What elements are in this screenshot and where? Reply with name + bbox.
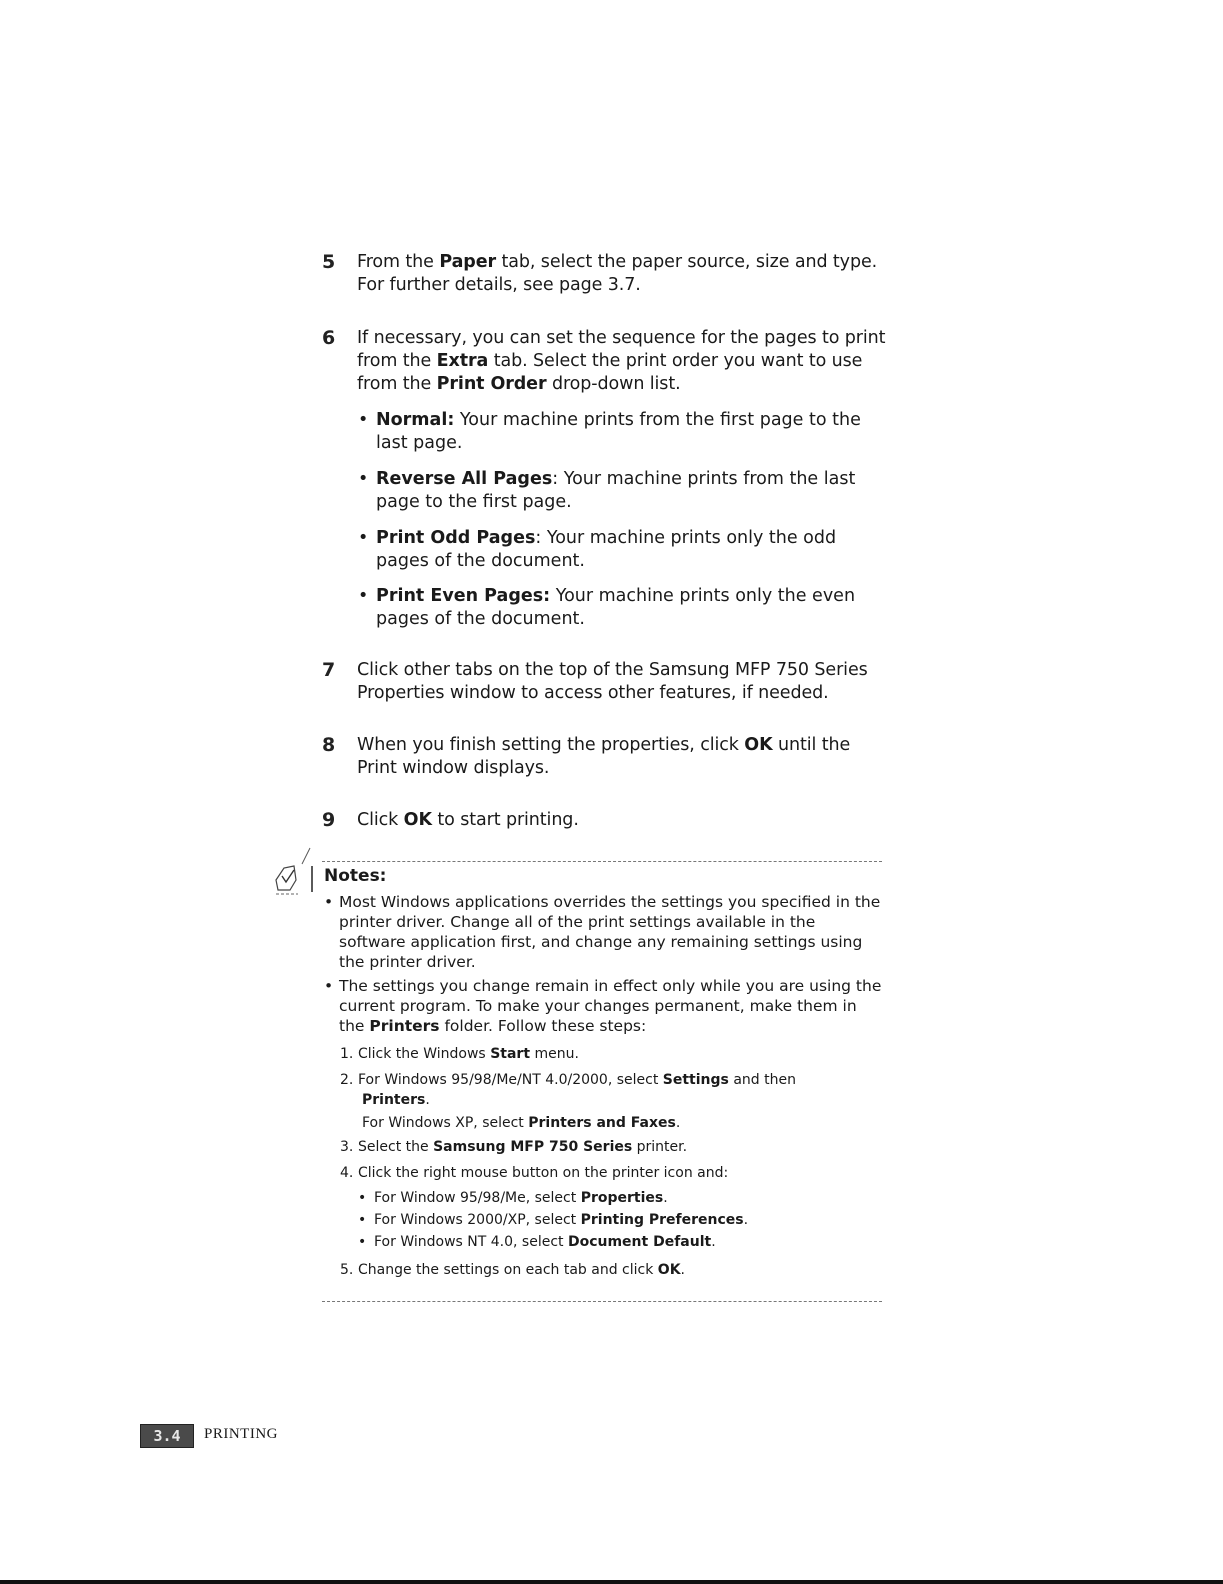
list-item: • Normal: Your machine prints from the first page to the last page. — [358, 410, 861, 453]
step-8 — [322, 734, 892, 780]
section-name: PRINTING — [204, 1426, 278, 1442]
step-text: From the Paper tab, select the paper source, size and type. For further details, see page 3.7. — [357, 252, 878, 295]
step-text: If necessary, you can set the sequence for the pages to print from the Extra tab. Select the print order you want to use from the Print Order drop-down list. — [357, 328, 886, 394]
note-step-5: 5. Change the settings on each tab and click OK. — [340, 1262, 685, 1278]
notes-bottom-rule — [322, 1301, 882, 1302]
scan-edge — [0, 1580, 1223, 1584]
page-number: 3.4 — [140, 1424, 194, 1448]
step-number: 9 — [322, 809, 336, 831]
step-text: Click other tabs on the top of the Samsung MFP 750 Series Properties window to access other features, if needed. — [357, 660, 868, 703]
step-text: Click OK to start printing. — [357, 810, 579, 830]
step-5 — [322, 251, 892, 297]
step-number: 7 — [322, 659, 336, 681]
note-sub-bullet: • For Windows NT 4.0, select Document Default. — [358, 1234, 716, 1250]
note-sub-bullet: • For Window 95/98/Me, select Properties. — [358, 1190, 668, 1206]
extra-tab-label: Extra — [436, 351, 489, 371]
step-text: When you finish setting the properties, click OK until the Print window displays. — [357, 735, 851, 778]
step-7 — [322, 659, 892, 705]
print-order-label: Print Order — [436, 374, 547, 394]
note-step-3: 3. Select the Samsung MFP 750 Series printer. — [340, 1139, 688, 1155]
notes-top-rule — [322, 861, 882, 862]
step-6 — [322, 327, 892, 396]
note-checklist-icon — [272, 846, 318, 898]
note-step-4: 4. Click the right mouse button on the printer icon and: — [340, 1165, 729, 1181]
step-number: 8 — [322, 734, 336, 756]
step-number: 6 — [322, 327, 336, 349]
note-bullet: • The settings you change remain in effect only while you are using the current program. To make your changes permanent, make them in the Printers folder. Follow these steps: — [324, 977, 882, 1035]
step-number: 5 — [322, 251, 336, 273]
step-9 — [322, 809, 892, 832]
notes-title: Notes: — [324, 866, 387, 886]
list-item: • Print Even Pages: Your machine prints only the even pages of the document. — [358, 586, 856, 629]
note-step-1: 1. Click the Windows Start menu. — [340, 1046, 579, 1062]
list-item: • Print Odd Pages: Your machine prints only the odd pages of the document. — [358, 528, 837, 571]
list-item: • Reverse All Pages: Your machine prints from the last page to the first page. — [358, 469, 856, 512]
paper-tab-label: Paper — [439, 252, 497, 272]
note-step-2: 2. For Windows 95/98/Me/NT 4.0/2000, select Settings and then Printers. — [340, 1072, 796, 1108]
note-sub-bullet: • For Windows 2000/XP, select Printing Preferences. — [358, 1212, 749, 1228]
note-step-2-xp: For Windows XP, select Printers and Faxes. — [362, 1115, 681, 1131]
note-bullet: • Most Windows applications overrides the settings you specified in the printer driver. Change all of the print settings available in the software application first, and change any remaining settings using the printer driver. — [324, 893, 881, 971]
